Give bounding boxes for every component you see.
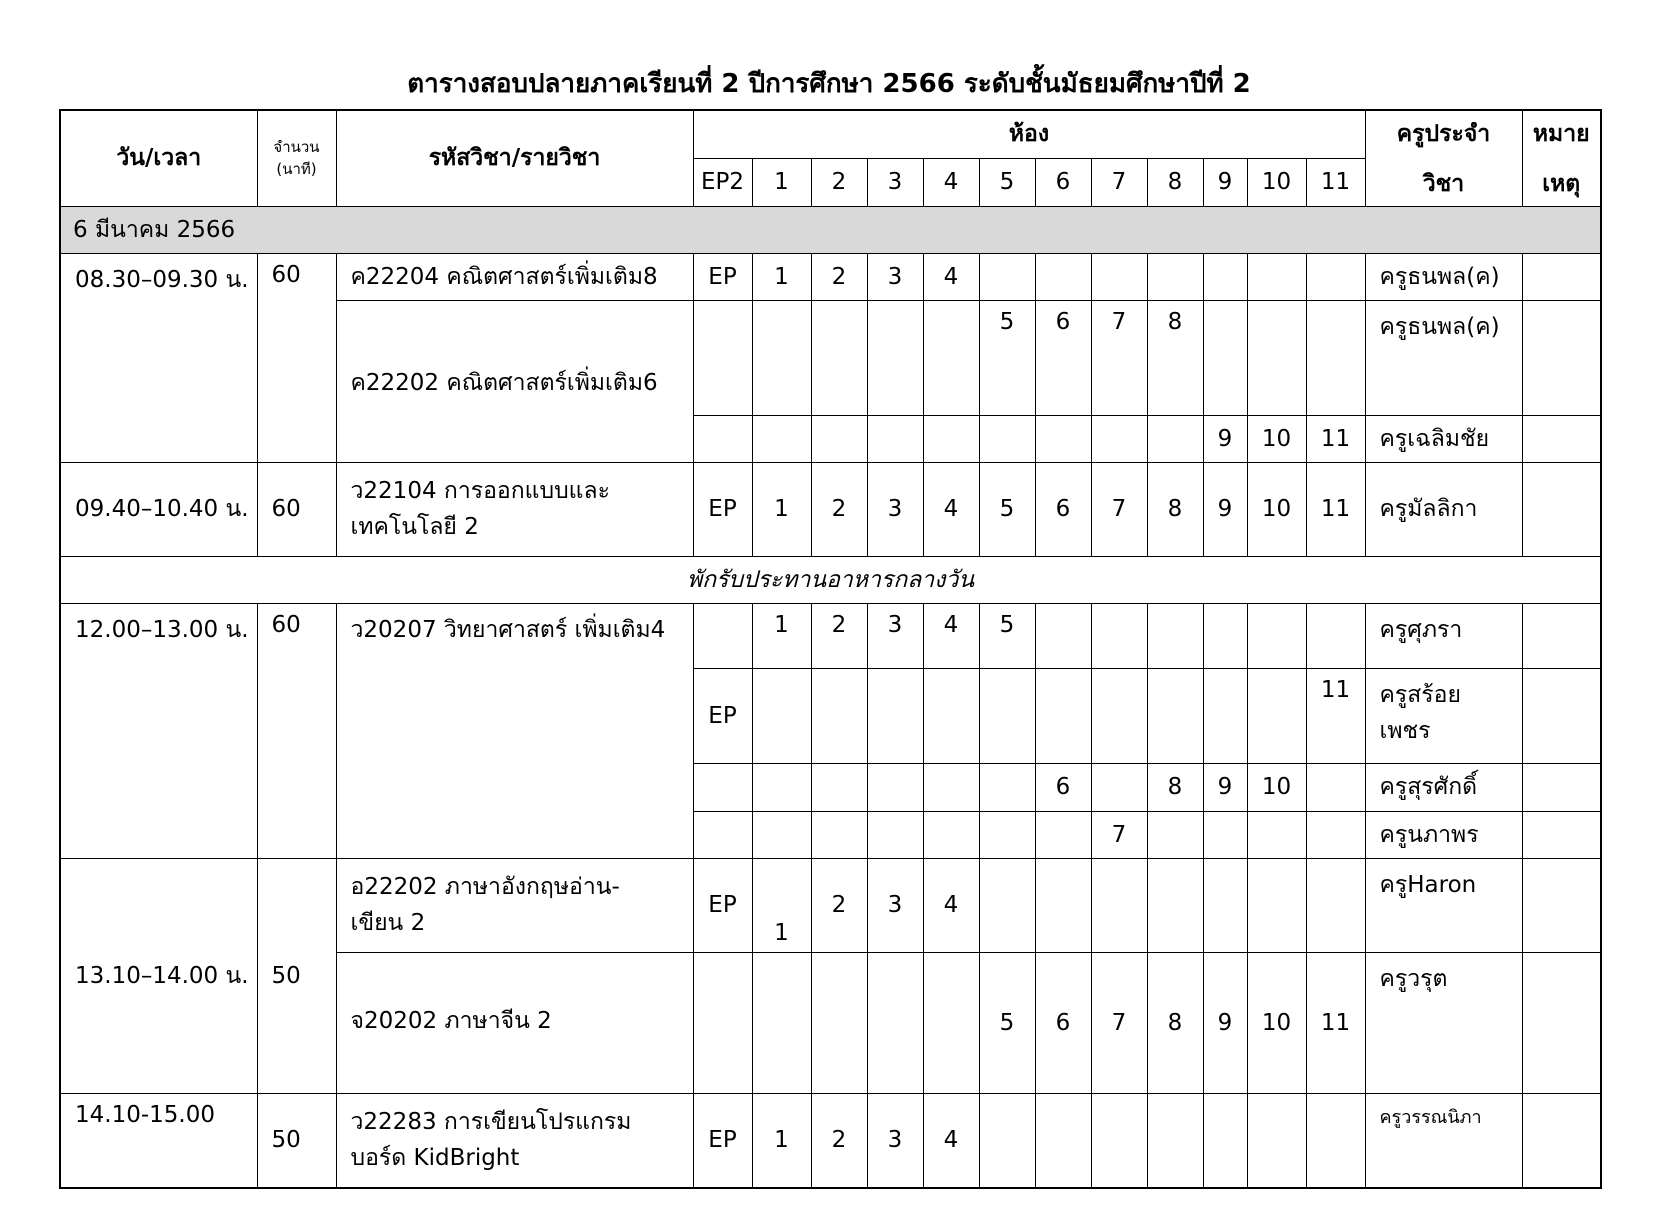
- room-cell: 2: [811, 603, 867, 668]
- note-cell: [1522, 858, 1601, 952]
- room-cell: [1091, 858, 1147, 952]
- room-cell: 5: [979, 952, 1035, 1093]
- teacher-cell: ครูเฉลิมชัย: [1365, 415, 1522, 462]
- room-cell: [867, 415, 923, 462]
- room-cell: 11: [1306, 415, 1365, 462]
- room-cell: 9: [1203, 763, 1247, 811]
- room-cell: [1035, 603, 1091, 668]
- room-cell: [923, 300, 979, 415]
- room-cell: 5: [979, 300, 1035, 415]
- room-cell: 10: [1247, 415, 1306, 462]
- room-col-header: 1: [752, 158, 811, 206]
- room-cell: 8: [1147, 763, 1203, 811]
- room-cell: 7: [1091, 811, 1147, 858]
- room-cell: [1306, 300, 1365, 415]
- room-cell: [693, 952, 752, 1093]
- room-cell: 9: [1203, 415, 1247, 462]
- teacher-cell: ครูวรรณนิภา: [1365, 1093, 1522, 1188]
- section-date: 6 มีนาคม 2566: [60, 206, 1601, 253]
- room-col-header: 2: [811, 158, 867, 206]
- slot-minutes: 60: [257, 253, 336, 462]
- room-cell: [867, 300, 923, 415]
- slot-minutes: 50: [257, 858, 336, 1093]
- subject-cell: ค22202 คณิตศาสตร์เพิ่มเติม6: [336, 300, 693, 462]
- subject-cell: จ20202 ภาษาจีน 2: [336, 952, 693, 1093]
- room-cell: 9: [1203, 462, 1247, 556]
- subject-cell: ค22204 คณิตศาสตร์เพิ่มเติม8: [336, 253, 693, 300]
- room-cell: [1203, 253, 1247, 300]
- room-cell: 6: [1035, 763, 1091, 811]
- note-cell: [1522, 952, 1601, 1093]
- room-cell: [1306, 253, 1365, 300]
- room-cell: EP: [693, 1093, 752, 1188]
- room-cell: 4: [923, 858, 979, 952]
- room-cell: [923, 811, 979, 858]
- room-col-header: 9: [1203, 158, 1247, 206]
- room-cell: [811, 952, 867, 1093]
- room-cell: [1091, 763, 1147, 811]
- room-cell: [1247, 253, 1306, 300]
- room-cell: [1035, 668, 1091, 763]
- room-cell: [752, 300, 811, 415]
- room-cell: [811, 763, 867, 811]
- header-note-line2: เหตุ: [1522, 158, 1601, 206]
- room-cell: [1035, 1093, 1091, 1188]
- teacher-cell: ครูศุภรา: [1365, 603, 1522, 668]
- room-cell: 8: [1147, 952, 1203, 1093]
- room-col-header: 3: [867, 158, 923, 206]
- room-cell: 5: [979, 603, 1035, 668]
- note-cell: [1522, 811, 1601, 858]
- room-cell: [1035, 415, 1091, 462]
- room-cell: 10: [1247, 952, 1306, 1093]
- room-cell: [693, 763, 752, 811]
- header-minutes: [257, 110, 336, 206]
- header-rooms: ห้อง: [693, 110, 1365, 158]
- room-cell: 2: [811, 1093, 867, 1188]
- room-cell: [1203, 603, 1247, 668]
- room-cell: [752, 952, 811, 1093]
- note-cell: [1522, 603, 1601, 668]
- subject-line: ว22104 การออกแบบและ: [350, 478, 610, 504]
- room-cell: 9: [1203, 952, 1247, 1093]
- room-cell: [979, 858, 1035, 952]
- room-col-header: 10: [1247, 158, 1306, 206]
- table-row: [60, 253, 1601, 300]
- teacher-cell: ครูธนพล(ค): [1365, 300, 1522, 415]
- room-cell: [1147, 415, 1203, 462]
- room-cell: [1306, 763, 1365, 811]
- subject-cell: [336, 462, 693, 556]
- note-cell: [1522, 763, 1601, 811]
- subject-line: เขียน 2: [350, 910, 426, 936]
- lunch-break-label: พักรับประทานอาหารกลางวัน: [60, 556, 1601, 603]
- room-cell: [1306, 603, 1365, 668]
- room-cell: [1203, 300, 1247, 415]
- room-cell: 1: [752, 462, 811, 556]
- header-datetime: วัน/เวลา: [60, 110, 257, 206]
- note-cell: [1522, 462, 1601, 556]
- room-cell: [1306, 1093, 1365, 1188]
- room-cell: 6: [1035, 952, 1091, 1093]
- teacher-line: เพชร: [1379, 717, 1431, 744]
- room-cell: [1035, 253, 1091, 300]
- room-cell: [1147, 858, 1203, 952]
- room-cell: 4: [923, 462, 979, 556]
- header-note-line1: หมาย: [1522, 110, 1601, 158]
- room-cell: [811, 668, 867, 763]
- room-cell: [979, 763, 1035, 811]
- subject-line: บอร์ด KidBright: [350, 1145, 520, 1172]
- room-cell: [867, 811, 923, 858]
- room-cell: [1091, 668, 1147, 763]
- room-cell: [1203, 858, 1247, 952]
- room-cell: [752, 763, 811, 811]
- slot-time: 09.40–10.40 น.: [60, 462, 257, 556]
- room-cell: 3: [867, 462, 923, 556]
- note-cell: [1522, 1093, 1601, 1188]
- header-minutes-line1: จำนวน: [273, 138, 320, 157]
- room-cell: 8: [1147, 462, 1203, 556]
- exam-schedule-table: [59, 109, 1602, 1189]
- room-cell: EP: [693, 668, 752, 763]
- room-cell: [979, 811, 1035, 858]
- room-cell: 8: [1147, 300, 1203, 415]
- room-cell: [1147, 603, 1203, 668]
- slot-minutes: 60: [257, 603, 336, 858]
- note-cell: [1522, 253, 1601, 300]
- header-minutes-line2: (นาที): [276, 160, 317, 179]
- room-cell: 4: [923, 1093, 979, 1188]
- subject-cell: ว20207 วิทยาศาสตร์ เพิ่มเติม4: [336, 603, 693, 858]
- room-cell: [1247, 603, 1306, 668]
- room-cell: 5: [979, 462, 1035, 556]
- room-cell: 4: [923, 603, 979, 668]
- room-cell: 1: [752, 858, 811, 952]
- room-cell: [1247, 300, 1306, 415]
- room-cell: [1247, 668, 1306, 763]
- room-cell: [867, 952, 923, 1093]
- room-cell: [752, 415, 811, 462]
- room-cell: 7: [1091, 952, 1147, 1093]
- room-cell: [1203, 811, 1247, 858]
- room-cell: 3: [867, 603, 923, 668]
- room-cell: [1203, 668, 1247, 763]
- room-cell: [867, 763, 923, 811]
- room-col-header: 8: [1147, 158, 1203, 206]
- room-col-header: EP2: [693, 158, 752, 206]
- table-row: [60, 858, 1601, 952]
- room-cell: [693, 811, 752, 858]
- room-cell: 11: [1306, 952, 1365, 1093]
- slot-time: 08.30–09.30 น.: [60, 253, 257, 462]
- room-cell: [1147, 1093, 1203, 1188]
- room-cell: [1247, 858, 1306, 952]
- slot-time: 12.00–13.00 น.: [60, 603, 257, 858]
- header-subject: รหัสวิชา/รายวิชา: [336, 110, 693, 206]
- teacher-cell: ครูสุรศักดิ์: [1365, 763, 1522, 811]
- room-cell: [811, 811, 867, 858]
- room-cell: [1247, 811, 1306, 858]
- room-col-header: 5: [979, 158, 1035, 206]
- room-cell: 6: [1035, 300, 1091, 415]
- room-cell: 1: [752, 253, 811, 300]
- room-cell: [752, 668, 811, 763]
- room-cell: [1247, 1093, 1306, 1188]
- room-col-header: 7: [1091, 158, 1147, 206]
- table-row: [60, 462, 1601, 556]
- room-cell: [1091, 1093, 1147, 1188]
- room-cell: [811, 415, 867, 462]
- room-cell: 1: [752, 1093, 811, 1188]
- room-cell: 7: [1091, 300, 1147, 415]
- subject-line: เทคโนโลยี 2: [350, 514, 479, 540]
- teacher-cell: ครูนภาพร: [1365, 811, 1522, 858]
- teacher-cell: ครูวรุต: [1365, 952, 1522, 1093]
- room-cell: EP: [693, 462, 752, 556]
- room-cell: 3: [867, 253, 923, 300]
- teacher-cell: ครูธนพล(ค): [1365, 253, 1522, 300]
- room-cell: [693, 603, 752, 668]
- room-cell: [1147, 668, 1203, 763]
- room-cell: 1: [752, 603, 811, 668]
- page-title: ตารางสอบปลายภาคเรียนที่ 2 ปีการศึกษา 2566 ระดับชั้นมัธยมศึกษาปีที่ 2: [407, 69, 1251, 99]
- room-cell: [1035, 811, 1091, 858]
- room-cell: 2: [811, 253, 867, 300]
- room-col-header: 6: [1035, 158, 1091, 206]
- teacher-cell: ครูมัลลิกา: [1365, 462, 1522, 556]
- room-cell: EP: [693, 858, 752, 952]
- header-row-1: [60, 110, 1601, 158]
- teacher-cell: ครูHaron: [1365, 858, 1522, 952]
- room-cell: [1147, 253, 1203, 300]
- room-cell: [693, 415, 752, 462]
- subject-line: อ22202 ภาษาอังกฤษอ่าน-: [350, 874, 620, 900]
- room-cell: [811, 300, 867, 415]
- room-cell: 11: [1306, 668, 1365, 763]
- teacher-line: ครูสร้อย: [1379, 681, 1461, 708]
- note-cell: [1522, 668, 1601, 763]
- room-cell: [923, 763, 979, 811]
- room-cell: EP: [693, 253, 752, 300]
- room-cell: [923, 668, 979, 763]
- room-cell: 11: [1306, 462, 1365, 556]
- table-row: [60, 603, 1601, 668]
- subject-line: ว22283 การเขียนโปรแกรม: [350, 1109, 632, 1136]
- room-cell: [979, 253, 1035, 300]
- room-cell: [1203, 1093, 1247, 1188]
- room-cell: [979, 668, 1035, 763]
- room-cell: 3: [867, 858, 923, 952]
- room-cell: [979, 415, 1035, 462]
- room-cell: 7: [1091, 462, 1147, 556]
- room-col-header: 4: [923, 158, 979, 206]
- note-cell: [1522, 300, 1601, 415]
- room-cell: [867, 668, 923, 763]
- room-cell: 10: [1247, 462, 1306, 556]
- room-cell: [693, 300, 752, 415]
- room-cell: [923, 952, 979, 1093]
- subject-cell: [336, 1093, 693, 1188]
- header-teacher-line2: วิชา: [1365, 158, 1522, 206]
- table-row: [60, 1093, 1601, 1188]
- room-cell: [1306, 811, 1365, 858]
- header-teacher-line1: ครูประจำ: [1365, 110, 1522, 158]
- room-cell: [1091, 253, 1147, 300]
- note-cell: [1522, 415, 1601, 462]
- slot-minutes: 60: [257, 462, 336, 556]
- room-cell: [1035, 858, 1091, 952]
- slot-time: 13.10–14.00 น.: [60, 858, 257, 1093]
- room-cell: 6: [1035, 462, 1091, 556]
- date-section-row: [60, 206, 1601, 253]
- subject-cell: [336, 858, 693, 952]
- room-cell: [1147, 811, 1203, 858]
- lunch-row: [60, 556, 1601, 603]
- room-cell: [752, 811, 811, 858]
- room-cell: 3: [867, 1093, 923, 1188]
- room-cell: 4: [923, 253, 979, 300]
- slot-minutes: 50: [257, 1093, 336, 1188]
- teacher-cell: [1365, 668, 1522, 763]
- room-cell: 2: [811, 858, 867, 952]
- room-cell: [979, 1093, 1035, 1188]
- room-cell: [923, 415, 979, 462]
- room-cell: [1306, 858, 1365, 952]
- room-cell: 2: [811, 462, 867, 556]
- room-cell: 10: [1247, 763, 1306, 811]
- slot-time: 14.10-15.00: [60, 1093, 257, 1188]
- room-cell: [1091, 415, 1147, 462]
- room-cell: [1091, 603, 1147, 668]
- room-col-header: 11: [1306, 158, 1365, 206]
